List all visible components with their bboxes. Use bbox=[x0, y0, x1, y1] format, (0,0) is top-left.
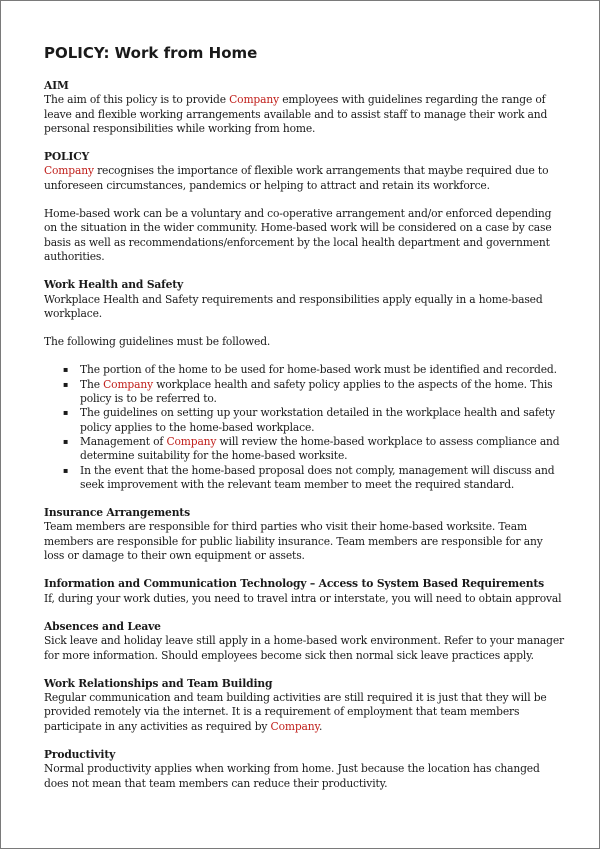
whs-guidelines-intro-block bbox=[44, 335, 564, 349]
whs-guidelines-list bbox=[44, 363, 564, 492]
absences-heading: Absences and Leave bbox=[44, 619, 161, 633]
productivity-heading: Productivity bbox=[44, 747, 116, 761]
policy-heading: POLICY bbox=[44, 150, 90, 164]
list-item-text-end: workplace health and safety policy applies to the aspects of the home. This policy is to be referred to. bbox=[80, 377, 553, 406]
list-item-text: The portion of the home to be used for home-based work must be identified and recorded. bbox=[80, 363, 557, 377]
whs-paragraph-1: Workplace Health and Safety requirements and responsibilities apply equally in a home-based workplace. bbox=[44, 292, 543, 320]
relationships-text-start: Regular communication and team building activities are still required it is just that they will be provided remotely via the internet. It is a requirement of employment that team members participate in any activities as required by bbox=[44, 691, 547, 733]
square-bullet-icon: ▪ bbox=[63, 379, 69, 389]
section-relationships bbox=[44, 677, 564, 734]
absences-text: Sick leave and holiday leave still apply in a home-based work environment. Refer to your manager for more information. Should employees become sick then normal sick leave practices apply. bbox=[44, 634, 564, 662]
list-item bbox=[63, 434, 564, 464]
relationships-text-end: . bbox=[318, 719, 323, 733]
company-placeholder: Company bbox=[229, 93, 279, 107]
whs-guidelines-intro: The following guidelines must be followed. bbox=[44, 335, 271, 349]
list-item-text: In the event that the home-based proposal does not comply, management will discuss and seek improvement with the relevant team member to meet the required standard. bbox=[80, 463, 555, 491]
policy-paragraph-1-text: recognises the importance of flexible work arrangements that maybe required due to unforeseen circumstances, pandemics or helping to attract and retain its workforce. bbox=[44, 164, 549, 192]
company-placeholder: Company bbox=[103, 377, 153, 391]
square-bullet-icon: ▪ bbox=[63, 408, 69, 418]
company-placeholder: Company bbox=[166, 434, 217, 448]
insurance-text: Team members are responsible for third parties who visit their home-based worksite. Team members are responsible for public liability insurance. Team members are responsible for any loss or damage to their own equipment or assets. bbox=[44, 520, 543, 563]
list-item bbox=[63, 377, 564, 407]
section-absences bbox=[44, 620, 564, 663]
list-item-text: The guidelines on setting up your workstation detailed in the workplace health and safety policy applies to the home-based workplace. bbox=[80, 406, 555, 434]
relationships-heading: Work Relationships and Team Building bbox=[44, 676, 273, 690]
ict-text: If, during your work duties, you need to travel intra or interstate, you will need to obtain approval bbox=[44, 591, 562, 605]
section-policy bbox=[44, 150, 564, 193]
section-whs bbox=[44, 278, 564, 321]
list-item bbox=[63, 406, 564, 435]
aim-text bbox=[44, 93, 564, 136]
policy-paragraph-1 bbox=[44, 164, 564, 193]
policy-paragraph-2: Home-based work can be a voluntary and co-operative arrangement and/or enforced depending on the situation in the wider community. Home-based work will be considered on a case by case basis as well as recommendations/enforcement by the local health department and government authorities. bbox=[44, 207, 552, 263]
ict-heading: Information and Communication Technology – Access to System Based Requirements bbox=[44, 577, 544, 591]
section-aim bbox=[44, 79, 564, 136]
list-item-text-start: The bbox=[80, 377, 104, 391]
whs-heading: Work Health and Safety bbox=[44, 278, 184, 292]
list-item bbox=[63, 363, 564, 377]
page-title: POLICY: Work from Home bbox=[44, 44, 258, 62]
aim-text-start: The aim of this policy is to provide bbox=[44, 93, 230, 107]
list-item bbox=[63, 463, 564, 493]
square-bullet-icon: ▪ bbox=[63, 465, 69, 475]
section-policy-continued bbox=[44, 207, 564, 264]
company-placeholder: Company bbox=[44, 164, 94, 178]
section-insurance bbox=[44, 506, 564, 563]
square-bullet-icon: ▪ bbox=[63, 436, 69, 446]
relationships-text bbox=[44, 691, 564, 734]
aim-text-end: employees with guidelines regarding the range of leave and flexible working arrangements available and to assist staff to manage their work and personal responsibilities while working from home. bbox=[44, 93, 548, 135]
section-ict bbox=[44, 577, 564, 606]
list-item-text-start: Management of bbox=[80, 434, 167, 448]
insurance-heading: Insurance Arrangements bbox=[44, 506, 190, 520]
productivity-text: Normal productivity applies when working from home. Just because the location has changed does not mean that team members can reduce their productivity. bbox=[44, 762, 540, 790]
section-productivity bbox=[44, 748, 564, 791]
document-body bbox=[44, 44, 564, 805]
company-placeholder: Company bbox=[270, 719, 319, 733]
aim-heading: AIM bbox=[44, 79, 69, 92]
list-item-text-end: will review the home-based workplace to assess compliance and determine suitability for the home-based worksite. bbox=[80, 434, 560, 463]
square-bullet-icon: ▪ bbox=[63, 365, 69, 375]
